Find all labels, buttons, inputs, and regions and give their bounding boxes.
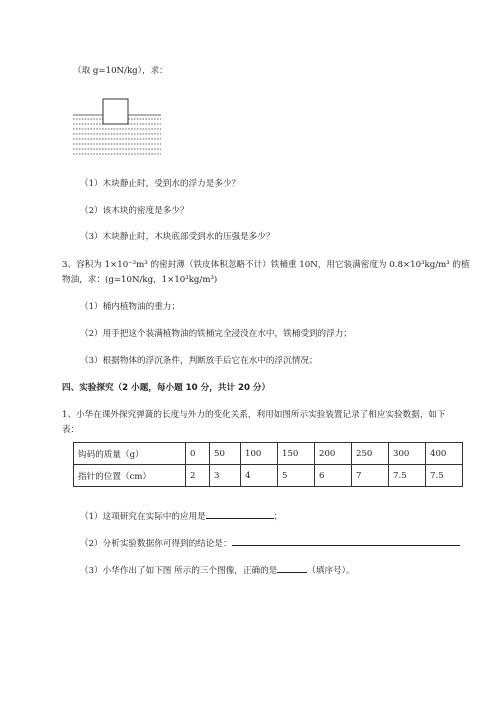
table-row — [74, 465, 463, 487]
experiment-1-line2: 表： — [62, 425, 80, 435]
question-1-end: ； — [273, 512, 283, 522]
table-cell: 5 — [278, 465, 315, 487]
table-cell: 50 — [210, 443, 241, 465]
experiment-1-question-1 — [80, 509, 282, 523]
table-cell: 250 — [352, 443, 389, 465]
table-cell: 300 — [389, 443, 426, 465]
question-3-end: （填序号）。 — [307, 566, 355, 576]
answer-blank-3[interactable] — [277, 563, 307, 573]
table-cell: 3 — [210, 465, 241, 487]
table-cell: 2 — [186, 465, 210, 487]
wooden-block-in-water-figure — [73, 95, 161, 157]
table-row — [74, 443, 463, 465]
question-3-line1: 3、容积为 1×10⁻²m³ 的密封薄（铁皮体积忽略不计）铁桶重 10N，用它装满密度为 0.8×10³kg/m³ 的植 — [62, 260, 470, 270]
experiment-1-question-3 — [80, 563, 355, 577]
question-2-text: （2）分析实验数据你可得到的结论是： — [80, 539, 232, 549]
question-1-text: （1）这项研究在实际中的应用是 — [80, 512, 206, 522]
table-cell: 7 — [352, 465, 389, 487]
table-cell: 4 — [241, 465, 278, 487]
question-2-3: （3）木块静止时，木块底部受到水的压强是多少？ — [80, 232, 275, 242]
table-cell: 150 — [278, 443, 315, 465]
question-3-1: （1）桶内植物油的重力； — [80, 302, 180, 312]
table-cell: 钩码的质量（g） — [74, 443, 186, 465]
question-2-2: （2）该木块的密度是多少？ — [80, 206, 189, 216]
experiment-1-question-2 — [80, 536, 460, 550]
question-2-1: （1）木块静止时，受到水的浮力是多少？ — [80, 179, 241, 189]
table-cell: 100 — [241, 443, 278, 465]
question-3-line2: 物油，求：(g=10N/kg，1×10³kg/m³) — [62, 275, 218, 285]
question-3-2: （2）用手把这个装满植物油的铁桶完全浸没在水中，铁桶受到的浮力； — [80, 329, 352, 339]
table-cell: 7.5 — [426, 465, 463, 487]
table-cell: 指针的位置（cm） — [74, 465, 186, 487]
experiment-1-line1: 1、小华在课外探究弹簧的长度与外力的变化关系，利用如图所示实验装置记录了相应实验数据，如下 — [62, 410, 446, 420]
section-4-title: 四、实验探究（2 小题，每小题 10 分，共计 20 分） — [62, 383, 271, 393]
answer-blank-1[interactable] — [206, 509, 274, 519]
answer-blank-2[interactable] — [232, 536, 460, 546]
table-cell: 200 — [315, 443, 352, 465]
table-cell: 7.5 — [389, 465, 426, 487]
table-cell: 6 — [315, 465, 352, 487]
spring-data-table — [73, 442, 463, 487]
question-3-3: （3）根据物体的浮沉条件，判断放手后它在水中的浮沉情况； — [80, 356, 318, 366]
table-cell: 400 — [426, 443, 463, 465]
question-3-text: （3）小华作出了如下图 所示的三个图像，正确的是 — [80, 566, 278, 576]
intro-text: （取 g=10N/kg），求： — [73, 66, 168, 76]
table-cell: 0 — [186, 443, 210, 465]
